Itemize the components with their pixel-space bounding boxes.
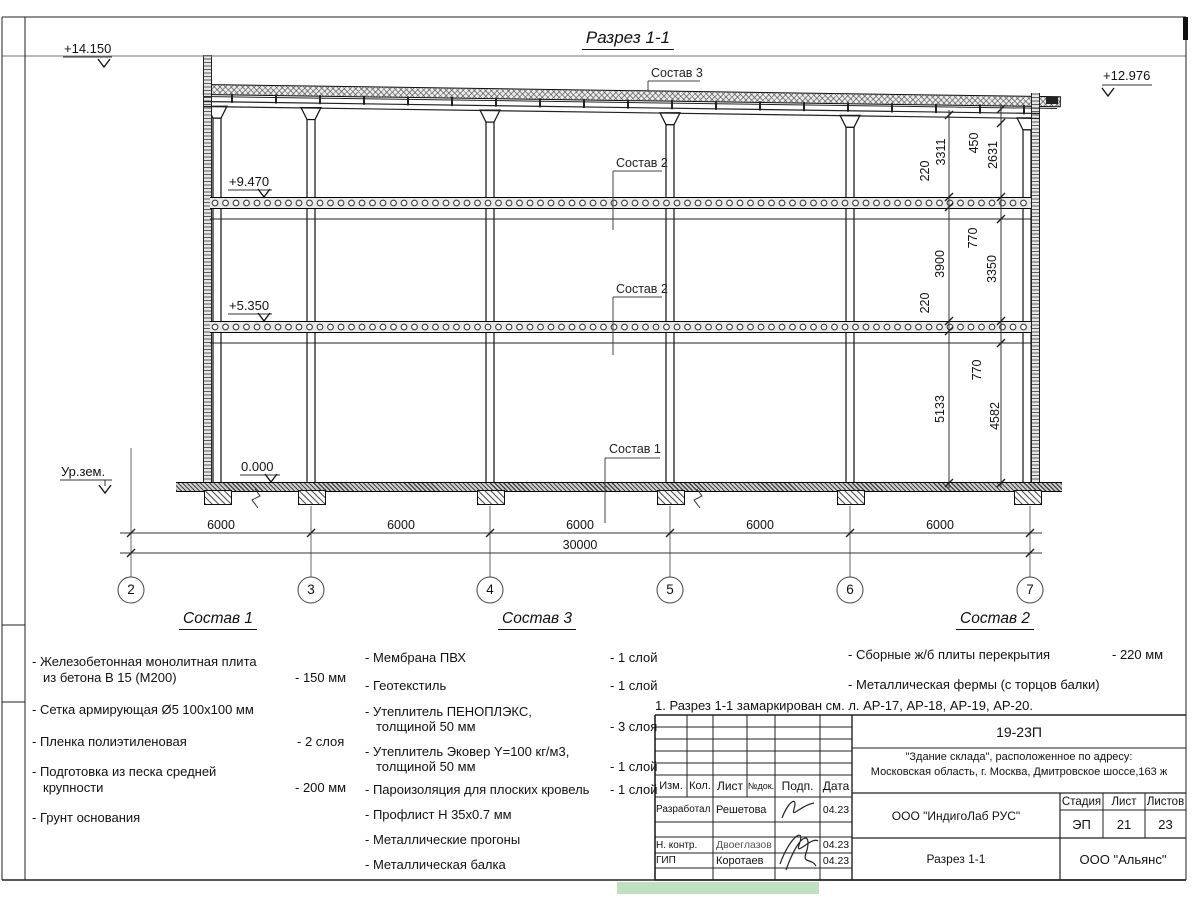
stamp-date: 04.23	[822, 854, 850, 867]
elevation-roof-left: +14.150	[64, 41, 112, 56]
stamp-sheets-value: 23	[1158, 816, 1173, 832]
elevation-roof-right: +12.976	[1103, 68, 1151, 83]
bay-dim: 6000	[566, 518, 594, 532]
stamp-stage-value: ЭП	[1072, 816, 1091, 832]
elevation-floor2: +5.350	[229, 298, 270, 313]
callout-sostav2-upper: Состав 2	[616, 156, 668, 170]
stamp-name: Решетова	[716, 803, 767, 816]
legend3-value: - 3 слоя	[610, 719, 658, 734]
legend3-value: - 1 слой	[610, 650, 658, 665]
legend3-item: - Пароизоляция для плоских кровель	[365, 782, 590, 797]
watermark-strip	[617, 882, 819, 894]
stamp-contractor: ООО "Альянс"	[1079, 851, 1167, 867]
legend3-value: - 1 слой	[610, 782, 658, 797]
stamp-sheet-title: Разрез 1-1	[926, 852, 986, 866]
elevation-zero: 0.000	[241, 459, 274, 474]
legend3-item: - Утеплитель Эковер Y=100 кг/м3,	[365, 744, 570, 759]
v-dim: 5133	[932, 395, 947, 423]
legend1-item: - Железобетонная монолитная плита	[32, 654, 257, 669]
legend1-value: - 2 слоя	[297, 734, 345, 749]
axis-label: 2	[127, 582, 135, 597]
legend3-item: толщиной 50 мм	[376, 759, 476, 774]
legend1-item: - Грунт основания	[32, 810, 141, 825]
legend3-item: - Металлическая балка	[365, 857, 506, 872]
stamp-sheet-label: Лист	[1111, 795, 1137, 808]
stamp-name: Коротаев	[716, 854, 764, 867]
axis-label: 7	[1026, 582, 1034, 597]
legend3-item: - Мембрана ПВХ	[365, 650, 466, 665]
stamp-doc-number: 19-23П	[996, 723, 1042, 740]
stamp-sheet-value: 21	[1116, 816, 1132, 832]
v-dim: 2631	[985, 141, 1000, 169]
stamp-project-line1: "Здание склада", расположенное по адресу:	[905, 751, 1133, 763]
bay-dim: 6000	[207, 518, 235, 532]
stamp-col-ndok: №док.	[747, 781, 775, 791]
legend1-title: Состав 1	[179, 610, 257, 630]
bay-dim: 6000	[926, 518, 954, 532]
stamp-date: 04.23	[822, 804, 850, 816]
axis-label: 4	[486, 582, 494, 597]
stamp-role: Н. контр.	[656, 839, 698, 851]
legend3-item: - Металлические прогоны	[365, 832, 521, 847]
ground-level-label: Ур.зем.	[61, 464, 106, 479]
legend2-item: - Сборные ж/б плиты перекрытия	[848, 647, 1051, 662]
legend3-item: - Профлист Н 35х0.7 мм	[365, 807, 512, 822]
axis-label: 6	[846, 582, 854, 597]
note-text: 1. Разрез 1-1 замаркирован см. л. АР-17, АР-18, АР-19, АР-20.	[655, 698, 1033, 713]
legend1-value: - 150 мм	[295, 670, 347, 685]
legend1-item: - Сетка армирующая Ø5 100х100 мм	[32, 702, 254, 717]
v-dim: 220	[917, 292, 932, 314]
stamp-role: Разработал	[656, 804, 711, 815]
v-dim: 770	[965, 227, 980, 249]
legend3-title: Состав 3	[498, 610, 576, 630]
stamp-company: ООО "ИндигоЛаб РУС"	[891, 808, 1021, 823]
legend1-item: - Пленка полиэтиленовая	[32, 734, 187, 749]
axis-label: 5	[666, 582, 674, 597]
drawing-title: Разрез 1-1	[582, 28, 674, 50]
v-dim: 3900	[932, 250, 947, 278]
stamp-col-data: Дата	[822, 779, 850, 793]
stamp-role: ГИП	[656, 855, 676, 866]
bay-dim: 6000	[387, 518, 415, 532]
legend2-title: Состав 2	[956, 610, 1034, 630]
legend3-value: - 1 слой	[610, 759, 658, 774]
stamp-col-kol: Кол.	[689, 780, 711, 792]
legend3-item: - Геотекстиль	[365, 678, 447, 693]
legend3-value: - 1 слой	[610, 678, 658, 693]
legend1-value: - 200 мм	[295, 780, 347, 795]
v-dim: 3311	[933, 138, 948, 166]
stamp-project-line2: Московская область, г. Москва, Дмитровское шоссе,163 ж	[870, 766, 1168, 778]
callout-sostav1: Состав 1	[609, 442, 661, 456]
bay-dim: 6000	[746, 518, 774, 532]
legend2-item: - Металлическая фермы (с торцов балки)	[848, 677, 1100, 692]
callout-sostav2-lower: Состав 2	[616, 282, 668, 296]
stamp-name: Двоеглазов	[716, 839, 772, 851]
legend3-item: толщиной 50 мм	[376, 719, 476, 734]
v-dim: 220	[917, 160, 932, 182]
legend1-item: крупности	[43, 780, 104, 795]
v-dim: 770	[969, 359, 984, 381]
elevation-floor3: +9.470	[229, 174, 270, 189]
stamp-stage-label: Стадия	[1061, 795, 1102, 808]
stamp-col-izm: Изм.	[659, 780, 683, 792]
v-dim: 3350	[984, 255, 999, 283]
stamp-sheets-label: Листов	[1146, 795, 1185, 808]
axis-label: 3	[307, 582, 315, 597]
v-dim: 4582	[987, 402, 1002, 430]
callout-sostav3: Состав 3	[651, 66, 703, 80]
total-dim: 30000	[562, 538, 598, 552]
stamp-date: 04.23	[822, 839, 850, 851]
stamp-col-list: Лист	[716, 779, 744, 793]
v-dim: 450	[966, 132, 981, 154]
stamp-col-podp: Подп.	[781, 779, 814, 793]
legend1-item: из бетона В 15 (М200)	[43, 670, 177, 685]
legend3-item: - Утеплитель ПЕНОПЛЭКС,	[365, 704, 532, 719]
legend2-value: - 220 мм	[1112, 647, 1164, 662]
legend1-item: - Подготовка из песка средней	[32, 764, 217, 779]
